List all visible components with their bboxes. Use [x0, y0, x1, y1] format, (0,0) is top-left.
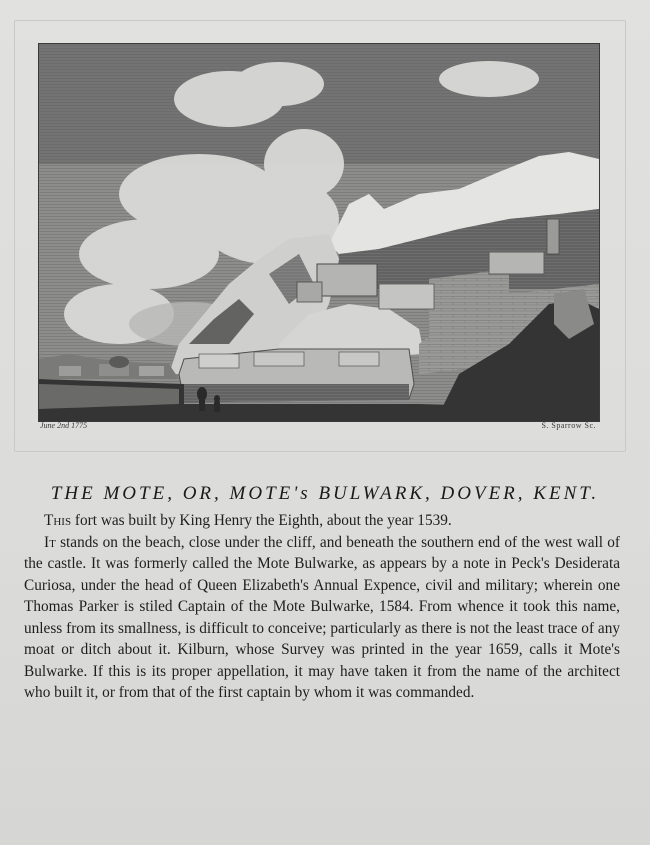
engraving-illustration — [38, 43, 600, 422]
engraver-credit: S. Sparrow Sc. — [541, 421, 596, 430]
page-title: THE MOTE, OR, MOTE's BULWARK, DOVER, KENT. — [50, 483, 600, 504]
paragraph-2-text: stands on the beach, close under the cliff, and beneath the southern end of the west wall of the castle. It was formerly called the Mote Bulwarke, as appears by a note in Peck's Desiderata Curiosa, under the head of Queen Elizabeth's Annual Expence, civil and military; wherein one Thomas Parker is stiled Captain of the Mote Bulwarke, 1584. From whence it took this name, unless from its smallness, is difficult to conceive; particularly as there is not the least trace of any moat or ditch about it. Kilburn, whose Survey was printed in the year 1659, calls it Mote's Bulwarke. If this is its proper appellation, it may have taken it from the name of the architect who built it, or from that of the first captain by whom it was commanded. — [24, 533, 620, 701]
paragraph-2-lead: It — [44, 533, 56, 551]
paragraph-1 — [24, 510, 620, 532]
body-text — [24, 510, 620, 704]
paragraph-1-text: fort was built by King Henry the Eighth, about the year 1539. — [71, 512, 452, 529]
paragraph-2 — [24, 532, 620, 704]
engraving-date: June 2nd 1775 — [40, 421, 88, 430]
paragraph-1-lead: This — [44, 512, 72, 529]
